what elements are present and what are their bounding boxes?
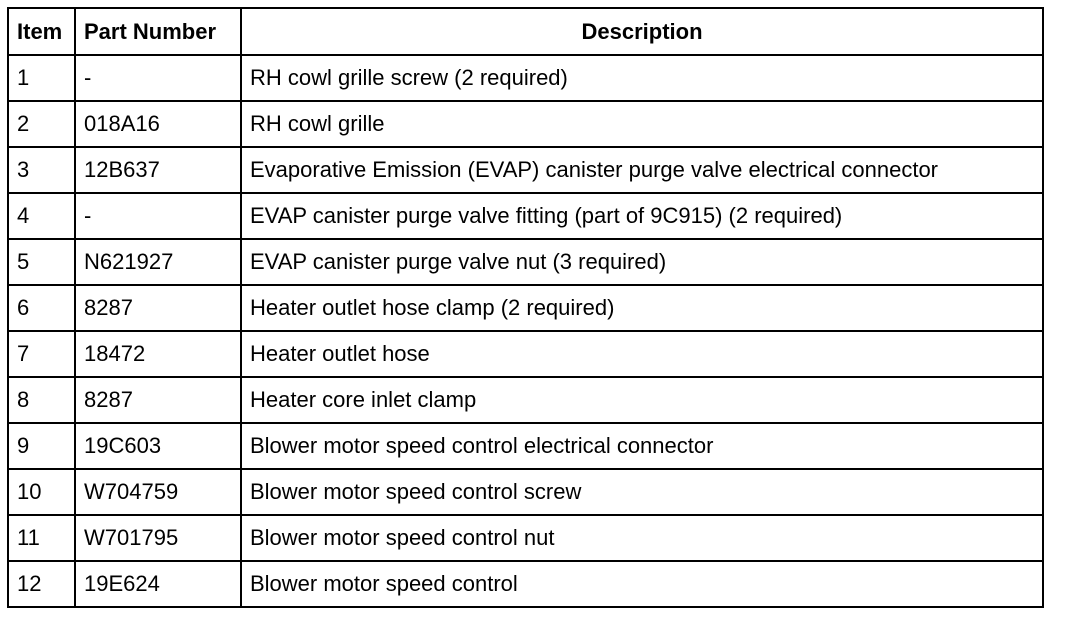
cell-item: 2 [8,101,75,147]
table-row [8,331,1043,377]
cell-part-number: 19C603 [75,423,241,469]
cell-description: Blower motor speed control screw [241,469,1043,515]
cell-part-number: - [75,193,241,239]
cell-part-number: 018A16 [75,101,241,147]
table-row [8,147,1043,193]
cell-description: Blower motor speed control nut [241,515,1043,561]
table-row [8,515,1043,561]
table-row [8,55,1043,101]
cell-item: 12 [8,561,75,607]
cell-description: Blower motor speed control electrical connector [241,423,1043,469]
cell-description: EVAP canister purge valve fitting (part of 9C915) (2 required) [241,193,1043,239]
cell-item: 6 [8,285,75,331]
table-row [8,423,1043,469]
cell-part-number: 12B637 [75,147,241,193]
cell-description: Blower motor speed control [241,561,1043,607]
table-body [8,55,1043,607]
cell-item: 9 [8,423,75,469]
cell-description: RH cowl grille [241,101,1043,147]
cell-description: Heater core inlet clamp [241,377,1043,423]
cell-part-number: W704759 [75,469,241,515]
table-row [8,561,1043,607]
header-item: Item [8,8,75,55]
cell-item: 10 [8,469,75,515]
cell-description: EVAP canister purge valve nut (3 required) [241,239,1043,285]
cell-description: Evaporative Emission (EVAP) canister purge valve electrical connector [241,147,1043,193]
header-part-number: Part Number [75,8,241,55]
cell-description: Heater outlet hose [241,331,1043,377]
cell-description: RH cowl grille screw (2 required) [241,55,1043,101]
cell-part-number: 8287 [75,377,241,423]
table-header [8,8,1043,55]
cell-part-number: 19E624 [75,561,241,607]
cell-description: Heater outlet hose clamp (2 required) [241,285,1043,331]
cell-item: 7 [8,331,75,377]
header-description: Description [241,8,1043,55]
header-row [8,8,1043,55]
cell-part-number: 18472 [75,331,241,377]
table-row [8,239,1043,285]
cell-item: 3 [8,147,75,193]
cell-part-number: - [75,55,241,101]
cell-part-number: N621927 [75,239,241,285]
cell-item: 4 [8,193,75,239]
cell-item: 5 [8,239,75,285]
table-row [8,377,1043,423]
table-row [8,101,1043,147]
cell-item: 11 [8,515,75,561]
cell-item: 8 [8,377,75,423]
cell-item: 1 [8,55,75,101]
cell-part-number: 8287 [75,285,241,331]
table-row [8,469,1043,515]
table-row [8,193,1043,239]
parts-table [7,7,1044,608]
table-row [8,285,1043,331]
cell-part-number: W701795 [75,515,241,561]
